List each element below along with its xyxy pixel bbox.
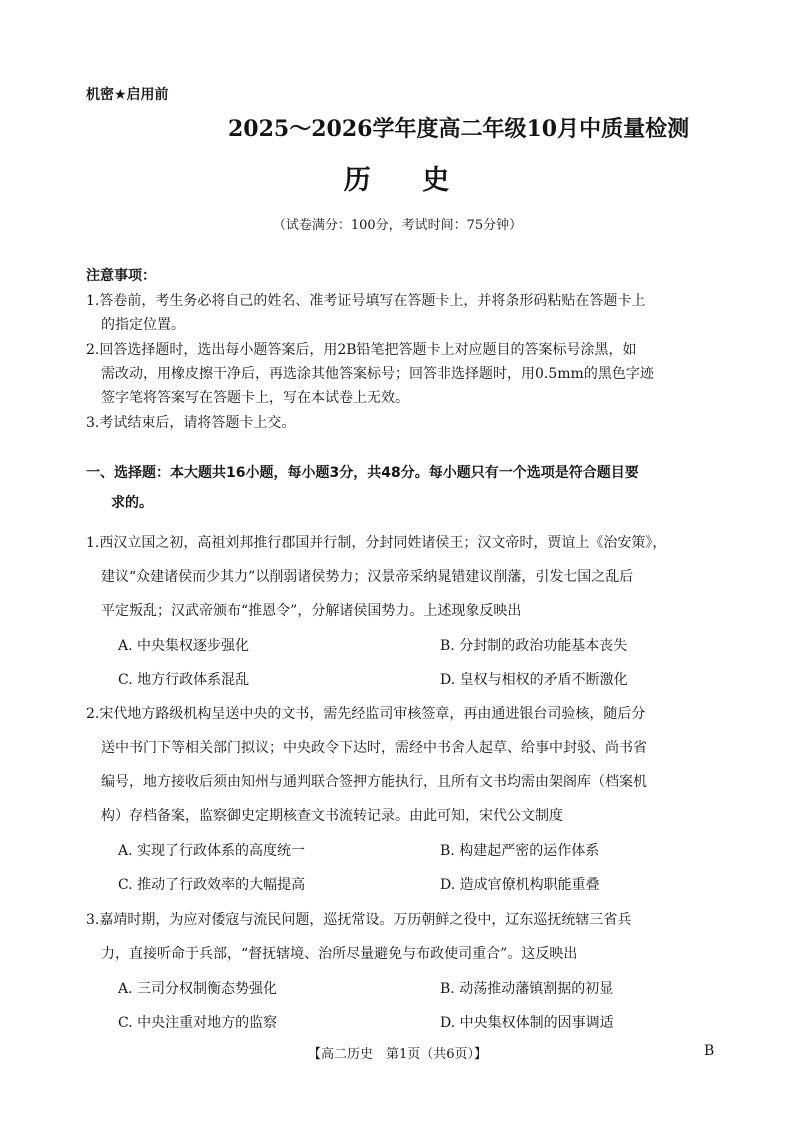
note-line: 签字笔将答案写在答题卡上，写在本试卷上无效。 (101, 390, 409, 406)
question-1-option-b: B. 分封制的政治功能基本丧失 (440, 638, 628, 654)
note-line: 的指定位置。 (101, 317, 185, 333)
section-heading-cont: 求的。 (111, 495, 153, 511)
question-2-stem-line: 送中书门下等相关部门拟议；中央政令下达时，需经中书舍人起草、给事中封驳、尚书省 (101, 740, 647, 756)
note-line: 2.回答选择题时，选出每小题答案后，用2B铅笔把答题卡上对应题目的答案标号涂黑，如 (86, 342, 637, 358)
question-2-stem-line: 构）存档备案，监察御史定期核查文书流转记录。由此可知，宋代公文制度 (101, 808, 563, 824)
question-1-stem-line: 1.西汉立国之初，高祖刘邦推行郡国并行制，分封同姓诸侯王；汉文帝时，贾谊上《治安策》， (86, 535, 667, 551)
exam-info: （试卷满分：100分，考试时间：75分钟） (272, 218, 523, 233)
question-3-option-a: A. 三司分权制衡态势强化 (118, 981, 278, 997)
question-2-option-a: A. 实现了行政体系的高度统一 (118, 843, 306, 859)
question-3-option-c: C. 中央注重对地方的监察 (118, 1015, 278, 1031)
question-3-stem-line: 3.嘉靖时期，为应对倭寇与流民问题，巡抚常设。万历朝鲜之役中，辽东巡抚统辖三省兵 (86, 912, 632, 928)
question-3-stem-line: 力，直接听命于兵部，“督抚辖境、治所尽量避免与布政使司重合”。这反映出 (101, 946, 578, 962)
page-footer: 【高二历史 第1页（共6页）】 (307, 1047, 488, 1062)
note-line: 需改动，用橡皮擦干净后，再选涂其他答案标号；回答非选择题时，用0.5mm的黑色字迹 (101, 366, 654, 382)
confidential-label: 机密★启用前 (86, 87, 169, 103)
question-3-option-d: D. 中央集权体制的因事调适 (440, 1015, 614, 1031)
exam-title: 2025～2026学年度高二年级10月中质量检测 (228, 116, 690, 142)
question-1-option-d: D. 皇权与相权的矛盾不断激化 (440, 672, 628, 688)
question-2-option-b: B. 构建起严密的运作体系 (440, 843, 600, 859)
question-1-stem-line: 建议“众建诸侯而少其力”以削弱诸侯势力；汉景帝采纳晁错建议削藩，引发七国之乱后 (101, 569, 634, 585)
note-line: 3.考试结束后，请将答题卡上交。 (86, 415, 296, 431)
question-2-option-d: D. 造成官僚机构职能重叠 (440, 877, 600, 893)
question-2-stem-line: 编号，地方接收后须由知州与通判联合签押方能执行，且所有文书均需由架阁库（档案机 (101, 774, 647, 790)
question-2-stem-line: 2.宋代地方路级机构呈送中央的文书，需先经监司审核签章，再由通进银台司验核，随后分 (86, 706, 646, 722)
question-1-option-c: C. 地方行政体系混乱 (118, 672, 250, 688)
question-3-option-b: B. 动荡推动藩镇割据的初显 (440, 981, 614, 997)
question-2-option-c: C. 推动了行政效率的大幅提高 (118, 877, 306, 893)
subject-title: 历 史 (343, 165, 452, 196)
note-line: 1.答卷前，考生务必将自己的姓名、准考证号填写在答题卡上，并将条形码粘贴在答题卡上 (86, 293, 646, 309)
notes-heading: 注意事项： (86, 268, 156, 284)
section-heading: 一、选择题：本大题共16小题，每小题3分，共48分。每小题只有一个选项是符合题目要 (86, 465, 639, 481)
question-1-option-a: A. 中央集权逐步强化 (118, 638, 250, 654)
question-1-stem-line: 平定叛乱；汉武帝颁布“推恩令”，分解诸侯国势力。上述现象反映出 (101, 603, 522, 619)
version-label: B (704, 1043, 715, 1059)
